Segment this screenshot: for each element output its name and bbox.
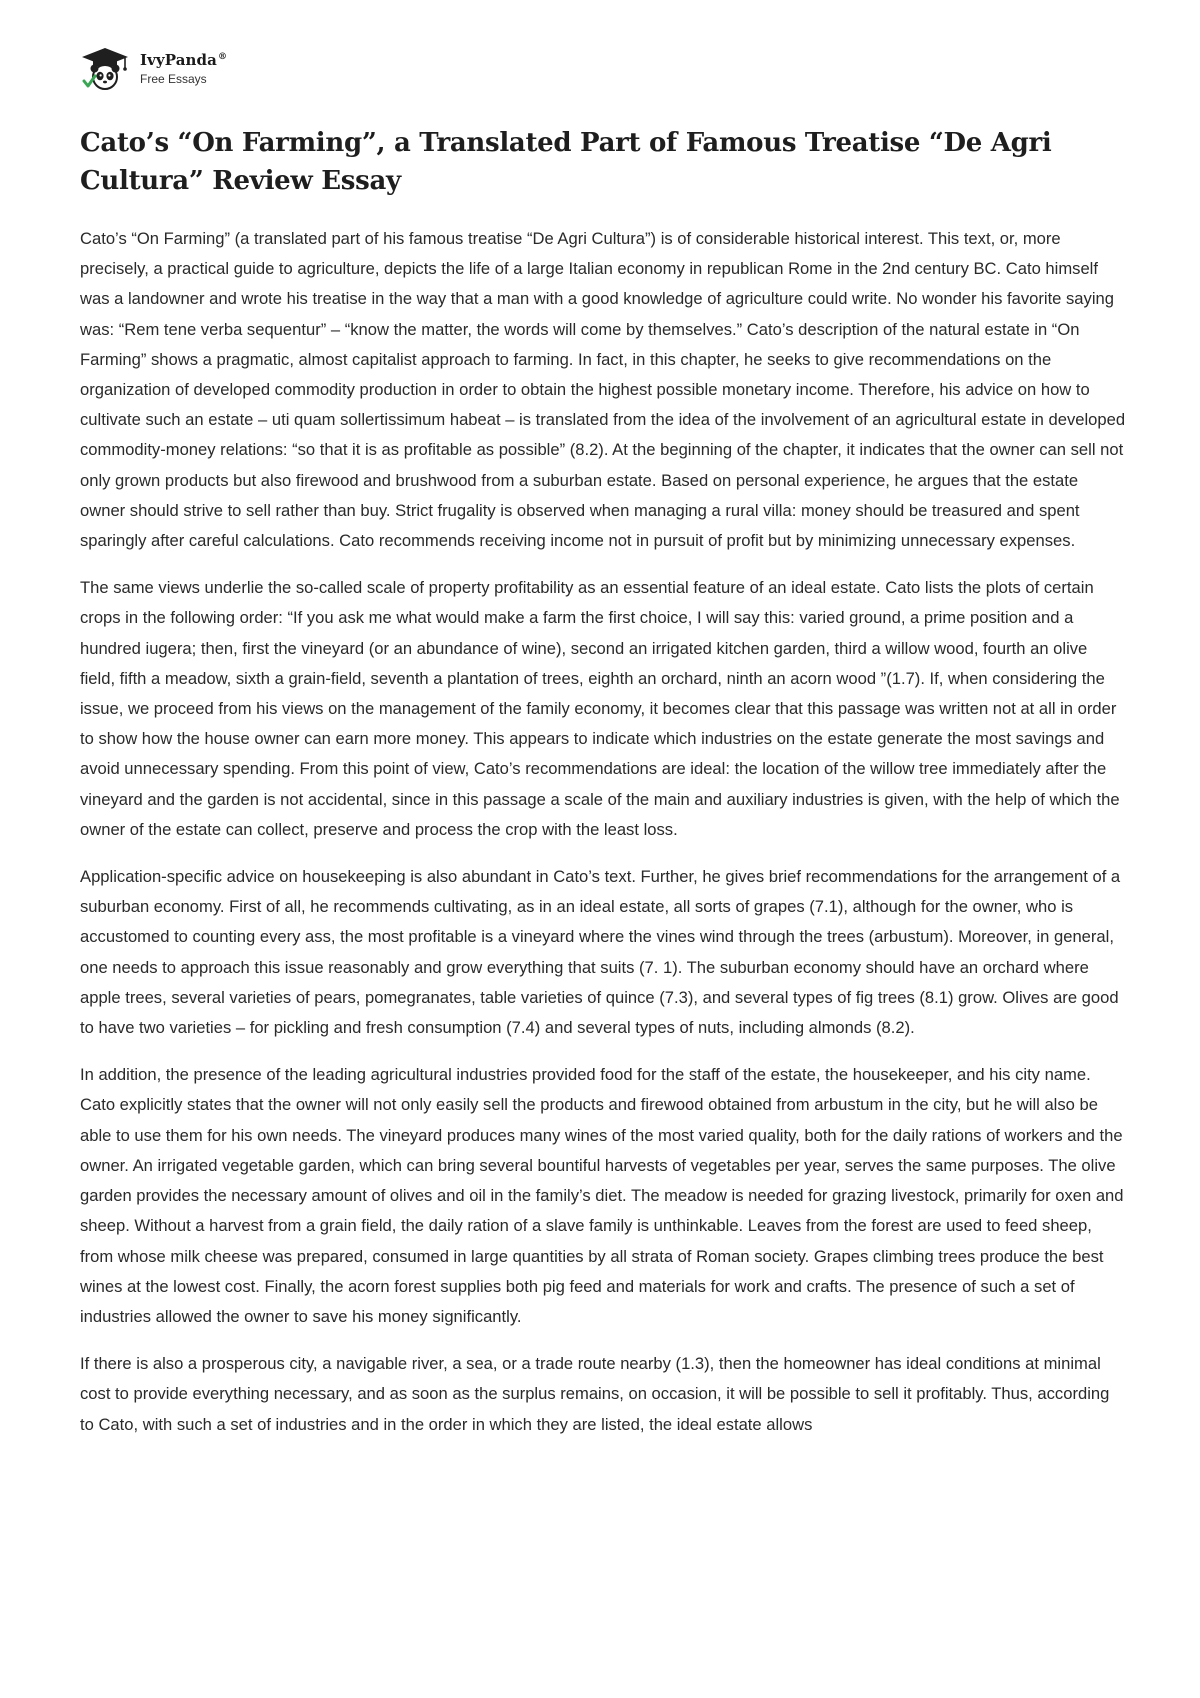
essay-paragraph-1: Cato’s “On Farming” (a translated part of his famous treatise “De Agri Cultura”) is of considerable historical interest. This text, or, more precisely, a practical guide to agriculture, depicts the life of a large Italian economy in republican Rome in the 2nd century BC. Cato himself was a landowner and wrote his treatise in the way that a man with a good knowledge of agriculture could write. No wonder his favorite saying was: “Rem tene verba sequentur” – “know the matter, the words will come by themselves.” Cato’s description of the natural estate in “On Farming” shows a pragmatic, almost capitalist approach to farming. In fact, in this chapter, he seeks to give recommendations on the organization of developed commodity production in order to obtain the highest possible monetary income. Therefore, his advice on how to cultivate such an estate – uti quam sollertissimum habeat – is translated from the idea of the involvement of an agricultural estate in developed commodity-money relations: “so that it is as profitable as possible” (8.2). At the beginning of the chapter, it indicates that the owner can sell not only grown products but also firewood and brushwood from a suburban estate. Based on personal experience, he argues that the estate owner should strive to sell rather than buy. Strict frugality is observed when managing a rural villa: money should be treasured and spent sparingly after careful calculations. Cato recommends receiving income not in pursuit of profit but by minimizing unnecessary expenses.: [80, 229, 1126, 551]
brand-text: [140, 53, 227, 85]
essay-body: [80, 224, 1126, 1457]
ivypanda-logo-link[interactable]: [80, 46, 227, 92]
essay-paragraph-2: The same views underlie the so-called scale of property profitability as an essential feature of an ideal estate. Cato lists the plots of certain crops in the following order: “If you ask me what would make a farm the first choice, I will say this: varied ground, a prime position and a hundred iugera; then, first the vineyard (or an abundance of wine), second an irrigated kitchen garden, third a willow wood, fourth an olive field, fifth a meadow, sixth a grain-field, seventh a plantation of trees, eighth an orchard, ninth an acorn wood ”(1.7). If, when considering the issue, we proceed from his views on the management of the family economy, it becomes clear that this passage was written not at all in order to show how the house owner can earn more money. This appears to indicate which industries on the estate generate the most savings and avoid unnecessary spending. From this point of view, Cato’s recommendations are ideal: the location of the willow tree immediately after the vineyard and the garden is not accidental, since in this passage a scale of the main and auxiliary industries is given, with the help of which the owner of the estate can collect, preserve and process the crop with the least loss.: [80, 578, 1120, 839]
brand-tagline: Free Essays: [140, 72, 207, 86]
panda-graduation-cap-icon: [80, 46, 130, 92]
essay-paragraph-4: In addition, the presence of the leading agricultural industries provided food for the staff of the estate, the housekeeper, and his city name. Cato explicitly states that the owner will not only easily sell the products and firewood obtained from arbustum in the city, but he will also be able to use them for his own needs. The vineyard produces many wines of the most varied quality, both for the daily rations of workers and the owner. An irrigated vegetable garden, which can bring several bountiful harvests of vegetables per year, serves the same purposes. The olive garden provides the necessary amount of olives and oil in the family’s diet. The meadow is needed for grazing livestock, primarily for oxen and sheep. Without a harvest from a grain field, the daily ration of a slave family is unthinkable. Leaves from the forest are used to feed sheep, from whose milk cheese was prepared, consumed in large quantities by all strata of Roman society. Grapes climbing trees produce the best wines at the lowest cost. Finally, the acorn forest supplies both pig feed and materials for work and crafts. The presence of such a set of industries allowed the owner to save his money significantly.: [80, 1065, 1124, 1326]
brand-name: IvyPanda®: [140, 51, 228, 69]
registered-mark: ®: [217, 52, 228, 62]
essay-paragraph-3: Application-specific advice on housekeeping is also abundant in Cato’s text. Further, he gives brief recommendations for the arrangement of a suburban economy. First of all, he recommends cultivating, as in an ideal estate, all sorts of grapes (7.1), although for the owner, who is accustomed to counting every ass, the most profitable is a vineyard where the vines wind through the trees (arbustum). Moreover, in general, one needs to approach this issue reasonably and grow everything that suits (7. 1). The suburban economy should have an orchard where apple trees, several varieties of pears, pomegranates, table varieties of quince (7.3), and several types of fig trees (8.1) grow. Olives are good to have two varieties – for pickling and fresh consumption (7.4) and several types of nuts, including almonds (8.2).: [80, 867, 1121, 1038]
essay-paragraph-5: If there is also a prosperous city, a navigable river, a sea, or a trade route nearby (1.3), then the homeowner has ideal conditions at minimal cost to provide everything necessary, and as soon as the surplus remains, on occasion, it will be possible to sell it profitably. Thus, according to Cato, with such a set of industries and in the order in which they are listed, the ideal estate allows: [80, 1354, 1110, 1434]
essay-title: Cato’s “On Farming”, a Translated Part of Famous Treatise “De Agri Cultura” Review Essay: [80, 128, 1052, 196]
